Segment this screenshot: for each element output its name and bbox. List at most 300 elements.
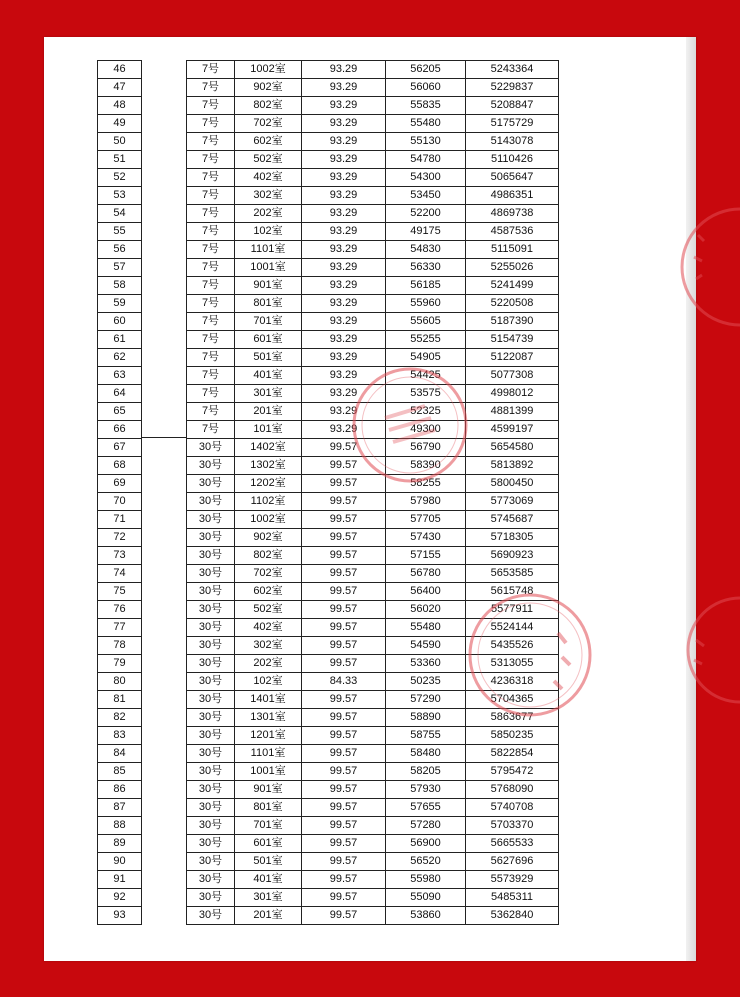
table-row [187, 457, 559, 475]
room-cell: 401室 [235, 871, 302, 889]
total-price-cell: 5773069 [466, 493, 559, 511]
row-number-row [98, 61, 142, 79]
room-cell: 502室 [235, 151, 302, 169]
row-number-cell: 70 [98, 493, 142, 511]
table-row [187, 691, 559, 709]
total-price-cell: 5615748 [466, 583, 559, 601]
table-row [187, 169, 559, 187]
row-number-row [98, 853, 142, 871]
building-cell: 7号 [187, 241, 235, 259]
row-number-row [98, 835, 142, 853]
table-row [187, 133, 559, 151]
area-cell: 93.29 [302, 367, 386, 385]
row-number-cell: 82 [98, 709, 142, 727]
area-cell: 99.57 [302, 727, 386, 745]
unit-price-cell: 55605 [386, 313, 466, 331]
building-cell: 30号 [187, 619, 235, 637]
building-cell: 7号 [187, 259, 235, 277]
room-cell: 202室 [235, 205, 302, 223]
unit-price-cell: 54425 [386, 367, 466, 385]
table-row [187, 565, 559, 583]
row-number-cell: 56 [98, 241, 142, 259]
unit-price-cell: 58890 [386, 709, 466, 727]
row-number-cell: 61 [98, 331, 142, 349]
row-number-cell: 84 [98, 745, 142, 763]
area-cell: 93.29 [302, 151, 386, 169]
room-cell: 202室 [235, 655, 302, 673]
total-price-cell: 5122087 [466, 349, 559, 367]
building-cell: 7号 [187, 313, 235, 331]
building-cell: 7号 [187, 403, 235, 421]
row-number-row [98, 691, 142, 709]
unit-price-cell: 52325 [386, 403, 466, 421]
area-cell: 99.57 [302, 871, 386, 889]
row-number-cell: 55 [98, 223, 142, 241]
room-cell: 602室 [235, 133, 302, 151]
area-cell: 93.29 [302, 313, 386, 331]
row-number-row [98, 907, 142, 925]
row-number-row [98, 241, 142, 259]
unit-price-cell: 57705 [386, 511, 466, 529]
table-row [187, 817, 559, 835]
table-row [187, 493, 559, 511]
unit-price-cell: 54830 [386, 241, 466, 259]
row-number-cell: 65 [98, 403, 142, 421]
area-cell: 93.29 [302, 169, 386, 187]
table-row [187, 331, 559, 349]
room-cell: 1401室 [235, 691, 302, 709]
room-cell: 1302室 [235, 457, 302, 475]
table-row [187, 529, 559, 547]
row-number-table [97, 60, 142, 925]
row-number-row [98, 601, 142, 619]
building-cell: 7号 [187, 61, 235, 79]
total-price-cell: 5077308 [466, 367, 559, 385]
building-cell: 30号 [187, 511, 235, 529]
total-price-cell: 4986351 [466, 187, 559, 205]
total-price-cell: 5110426 [466, 151, 559, 169]
total-price-cell: 5740708 [466, 799, 559, 817]
table-row [187, 601, 559, 619]
room-cell: 702室 [235, 565, 302, 583]
row-number-cell: 80 [98, 673, 142, 691]
table-row [187, 79, 559, 97]
building-cell: 7号 [187, 205, 235, 223]
table-row [187, 889, 559, 907]
building-cell: 7号 [187, 349, 235, 367]
table-row [187, 583, 559, 601]
row-number-cell: 59 [98, 295, 142, 313]
total-price-cell: 5143078 [466, 133, 559, 151]
area-cell: 93.29 [302, 61, 386, 79]
unit-price-cell: 58205 [386, 763, 466, 781]
row-number-cell: 72 [98, 529, 142, 547]
unit-price-cell: 55480 [386, 115, 466, 133]
building-cell: 30号 [187, 817, 235, 835]
table-row [187, 349, 559, 367]
room-cell: 701室 [235, 313, 302, 331]
room-cell: 501室 [235, 853, 302, 871]
building-cell: 30号 [187, 835, 235, 853]
room-cell: 802室 [235, 547, 302, 565]
building-cell: 7号 [187, 223, 235, 241]
row-number-cell: 79 [98, 655, 142, 673]
unit-price-cell: 57430 [386, 529, 466, 547]
table-row [187, 853, 559, 871]
unit-price-cell: 55130 [386, 133, 466, 151]
section-divider-line [142, 437, 186, 438]
unit-price-cell: 56790 [386, 439, 466, 457]
total-price-cell: 5800450 [466, 475, 559, 493]
total-price-cell: 5485311 [466, 889, 559, 907]
building-cell: 7号 [187, 169, 235, 187]
unit-price-cell: 57280 [386, 817, 466, 835]
unit-price-cell: 58755 [386, 727, 466, 745]
total-price-cell: 5577911 [466, 601, 559, 619]
unit-price-cell: 55090 [386, 889, 466, 907]
row-number-row [98, 475, 142, 493]
room-cell: 1101室 [235, 745, 302, 763]
building-cell: 30号 [187, 529, 235, 547]
room-cell: 302室 [235, 637, 302, 655]
total-price-cell: 5850235 [466, 727, 559, 745]
room-cell: 402室 [235, 169, 302, 187]
room-cell: 1002室 [235, 61, 302, 79]
table-row [187, 655, 559, 673]
row-number-cell: 54 [98, 205, 142, 223]
room-cell: 102室 [235, 223, 302, 241]
building-cell: 30号 [187, 493, 235, 511]
building-cell: 30号 [187, 727, 235, 745]
row-number-row [98, 403, 142, 421]
building-cell: 30号 [187, 583, 235, 601]
row-number-row [98, 565, 142, 583]
room-cell: 901室 [235, 277, 302, 295]
row-number-cell: 92 [98, 889, 142, 907]
area-cell: 99.57 [302, 691, 386, 709]
area-cell: 99.57 [302, 907, 386, 925]
row-number-cell: 90 [98, 853, 142, 871]
row-number-cell: 87 [98, 799, 142, 817]
table-row [187, 439, 559, 457]
room-cell: 201室 [235, 907, 302, 925]
building-cell: 7号 [187, 385, 235, 403]
table-row [187, 745, 559, 763]
table-row [187, 403, 559, 421]
table-row [187, 187, 559, 205]
table-row [187, 295, 559, 313]
unit-price-cell: 56205 [386, 61, 466, 79]
area-cell: 99.57 [302, 817, 386, 835]
row-number-cell: 50 [98, 133, 142, 151]
row-number-row [98, 115, 142, 133]
total-price-cell: 5822854 [466, 745, 559, 763]
row-number-row [98, 637, 142, 655]
unit-price-cell: 58390 [386, 457, 466, 475]
building-cell: 30号 [187, 601, 235, 619]
room-cell: 902室 [235, 79, 302, 97]
total-price-cell: 5362840 [466, 907, 559, 925]
total-price-cell: 5704365 [466, 691, 559, 709]
table-row [187, 115, 559, 133]
room-cell: 801室 [235, 799, 302, 817]
row-number-cell: 49 [98, 115, 142, 133]
table-row [187, 475, 559, 493]
row-number-cell: 71 [98, 511, 142, 529]
unit-price-cell: 54590 [386, 637, 466, 655]
area-cell: 93.29 [302, 403, 386, 421]
price-list-table [186, 60, 559, 925]
total-price-cell: 5654580 [466, 439, 559, 457]
unit-price-cell: 56900 [386, 835, 466, 853]
unit-price-cell: 55255 [386, 331, 466, 349]
area-cell: 99.57 [302, 565, 386, 583]
total-price-cell: 5154739 [466, 331, 559, 349]
building-cell: 30号 [187, 547, 235, 565]
row-number-row [98, 187, 142, 205]
row-number-cell: 52 [98, 169, 142, 187]
row-number-row [98, 709, 142, 727]
unit-price-cell: 56780 [386, 565, 466, 583]
unit-price-cell: 50235 [386, 673, 466, 691]
building-cell: 30号 [187, 871, 235, 889]
building-cell: 7号 [187, 421, 235, 439]
unit-price-cell: 56020 [386, 601, 466, 619]
room-cell: 602室 [235, 583, 302, 601]
unit-price-cell: 57980 [386, 493, 466, 511]
building-cell: 7号 [187, 79, 235, 97]
unit-price-cell: 49175 [386, 223, 466, 241]
room-cell: 302室 [235, 187, 302, 205]
unit-price-cell: 56060 [386, 79, 466, 97]
unit-price-cell: 49300 [386, 421, 466, 439]
area-cell: 99.57 [302, 511, 386, 529]
unit-price-cell: 55980 [386, 871, 466, 889]
table-row [187, 871, 559, 889]
unit-price-cell: 57930 [386, 781, 466, 799]
area-cell: 93.29 [302, 259, 386, 277]
room-cell: 402室 [235, 619, 302, 637]
row-number-row [98, 763, 142, 781]
building-cell: 30号 [187, 691, 235, 709]
row-number-row [98, 619, 142, 637]
total-price-cell: 4599197 [466, 421, 559, 439]
room-cell: 702室 [235, 115, 302, 133]
room-cell: 401室 [235, 367, 302, 385]
area-cell: 99.57 [302, 745, 386, 763]
total-price-cell: 5718305 [466, 529, 559, 547]
table-row [187, 241, 559, 259]
table-row [187, 313, 559, 331]
room-cell: 801室 [235, 295, 302, 313]
total-price-cell: 4236318 [466, 673, 559, 691]
total-price-cell: 5241499 [466, 277, 559, 295]
total-price-cell: 5243364 [466, 61, 559, 79]
row-number-row [98, 421, 142, 439]
row-number-cell: 91 [98, 871, 142, 889]
area-cell: 93.29 [302, 205, 386, 223]
building-cell: 7号 [187, 151, 235, 169]
room-cell: 1102室 [235, 493, 302, 511]
row-number-cell: 89 [98, 835, 142, 853]
total-price-cell: 5768090 [466, 781, 559, 799]
row-number-row [98, 277, 142, 295]
table-row [187, 727, 559, 745]
area-cell: 93.29 [302, 385, 386, 403]
unit-price-cell: 54300 [386, 169, 466, 187]
total-price-cell: 5115091 [466, 241, 559, 259]
area-cell: 99.57 [302, 619, 386, 637]
row-number-cell: 46 [98, 61, 142, 79]
building-cell: 7号 [187, 331, 235, 349]
row-number-row [98, 799, 142, 817]
area-cell: 99.57 [302, 889, 386, 907]
room-cell: 701室 [235, 817, 302, 835]
row-number-cell: 88 [98, 817, 142, 835]
row-number-cell: 73 [98, 547, 142, 565]
unit-price-cell: 55480 [386, 619, 466, 637]
total-price-cell: 4998012 [466, 385, 559, 403]
row-number-row [98, 151, 142, 169]
room-cell: 1101室 [235, 241, 302, 259]
room-cell: 1001室 [235, 763, 302, 781]
area-cell: 99.57 [302, 601, 386, 619]
table-row [187, 511, 559, 529]
table-row [187, 907, 559, 925]
area-cell: 99.57 [302, 547, 386, 565]
row-number-row [98, 223, 142, 241]
area-cell: 93.29 [302, 421, 386, 439]
row-number-cell: 86 [98, 781, 142, 799]
total-price-cell: 5065647 [466, 169, 559, 187]
row-number-cell: 81 [98, 691, 142, 709]
row-number-cell: 48 [98, 97, 142, 115]
area-cell: 93.29 [302, 241, 386, 259]
unit-price-cell: 53575 [386, 385, 466, 403]
row-number-cell: 75 [98, 583, 142, 601]
total-price-cell: 5665533 [466, 835, 559, 853]
building-cell: 30号 [187, 853, 235, 871]
unit-price-cell: 56185 [386, 277, 466, 295]
table-row [187, 223, 559, 241]
unit-price-cell: 55835 [386, 97, 466, 115]
unit-price-cell: 54905 [386, 349, 466, 367]
area-cell: 93.29 [302, 223, 386, 241]
row-number-cell: 69 [98, 475, 142, 493]
unit-price-cell: 56520 [386, 853, 466, 871]
table-row [187, 619, 559, 637]
building-cell: 7号 [187, 295, 235, 313]
row-number-cell: 51 [98, 151, 142, 169]
total-price-cell: 5524144 [466, 619, 559, 637]
row-number-row [98, 511, 142, 529]
total-price-cell: 5220508 [466, 295, 559, 313]
room-cell: 1202室 [235, 475, 302, 493]
table-row [187, 799, 559, 817]
unit-price-cell: 54780 [386, 151, 466, 169]
total-price-cell: 5653585 [466, 565, 559, 583]
row-number-cell: 60 [98, 313, 142, 331]
room-cell: 802室 [235, 97, 302, 115]
area-cell: 84.33 [302, 673, 386, 691]
row-number-row [98, 349, 142, 367]
room-cell: 301室 [235, 385, 302, 403]
row-number-row [98, 169, 142, 187]
row-number-cell: 66 [98, 421, 142, 439]
area-cell: 99.57 [302, 763, 386, 781]
area-cell: 99.57 [302, 709, 386, 727]
unit-price-cell: 58480 [386, 745, 466, 763]
building-cell: 7号 [187, 367, 235, 385]
table-row [187, 151, 559, 169]
unit-price-cell: 56400 [386, 583, 466, 601]
area-cell: 99.57 [302, 781, 386, 799]
row-number-cell: 68 [98, 457, 142, 475]
unit-price-cell: 52200 [386, 205, 466, 223]
row-number-cell: 74 [98, 565, 142, 583]
row-number-row [98, 889, 142, 907]
unit-price-cell: 53450 [386, 187, 466, 205]
unit-price-cell: 53360 [386, 655, 466, 673]
area-cell: 93.29 [302, 277, 386, 295]
area-cell: 99.57 [302, 853, 386, 871]
area-cell: 99.57 [302, 439, 386, 457]
building-cell: 7号 [187, 187, 235, 205]
row-number-row [98, 259, 142, 277]
room-cell: 601室 [235, 331, 302, 349]
total-price-cell: 5745687 [466, 511, 559, 529]
row-number-row [98, 781, 142, 799]
row-number-cell: 62 [98, 349, 142, 367]
area-cell: 93.29 [302, 187, 386, 205]
row-number-row [98, 79, 142, 97]
table-row [187, 709, 559, 727]
building-cell: 30号 [187, 673, 235, 691]
row-number-row [98, 493, 142, 511]
building-cell: 30号 [187, 781, 235, 799]
table-row [187, 835, 559, 853]
room-cell: 901室 [235, 781, 302, 799]
table-row [187, 277, 559, 295]
area-cell: 93.29 [302, 349, 386, 367]
area-cell: 93.29 [302, 79, 386, 97]
row-number-cell: 64 [98, 385, 142, 403]
room-cell: 1001室 [235, 259, 302, 277]
row-number-row [98, 871, 142, 889]
building-cell: 30号 [187, 889, 235, 907]
total-price-cell: 5690923 [466, 547, 559, 565]
room-cell: 1301室 [235, 709, 302, 727]
row-number-cell: 77 [98, 619, 142, 637]
building-cell: 7号 [187, 97, 235, 115]
building-cell: 30号 [187, 457, 235, 475]
row-number-row [98, 331, 142, 349]
building-cell: 7号 [187, 115, 235, 133]
building-cell: 30号 [187, 475, 235, 493]
table-row [187, 547, 559, 565]
unit-price-cell: 57655 [386, 799, 466, 817]
total-price-cell: 5627696 [466, 853, 559, 871]
room-cell: 101室 [235, 421, 302, 439]
area-cell: 99.57 [302, 637, 386, 655]
row-number-row [98, 97, 142, 115]
total-price-cell: 4869738 [466, 205, 559, 223]
table-row [187, 781, 559, 799]
total-price-cell: 5863677 [466, 709, 559, 727]
total-price-cell: 5187390 [466, 313, 559, 331]
area-cell: 93.29 [302, 97, 386, 115]
room-cell: 1201室 [235, 727, 302, 745]
